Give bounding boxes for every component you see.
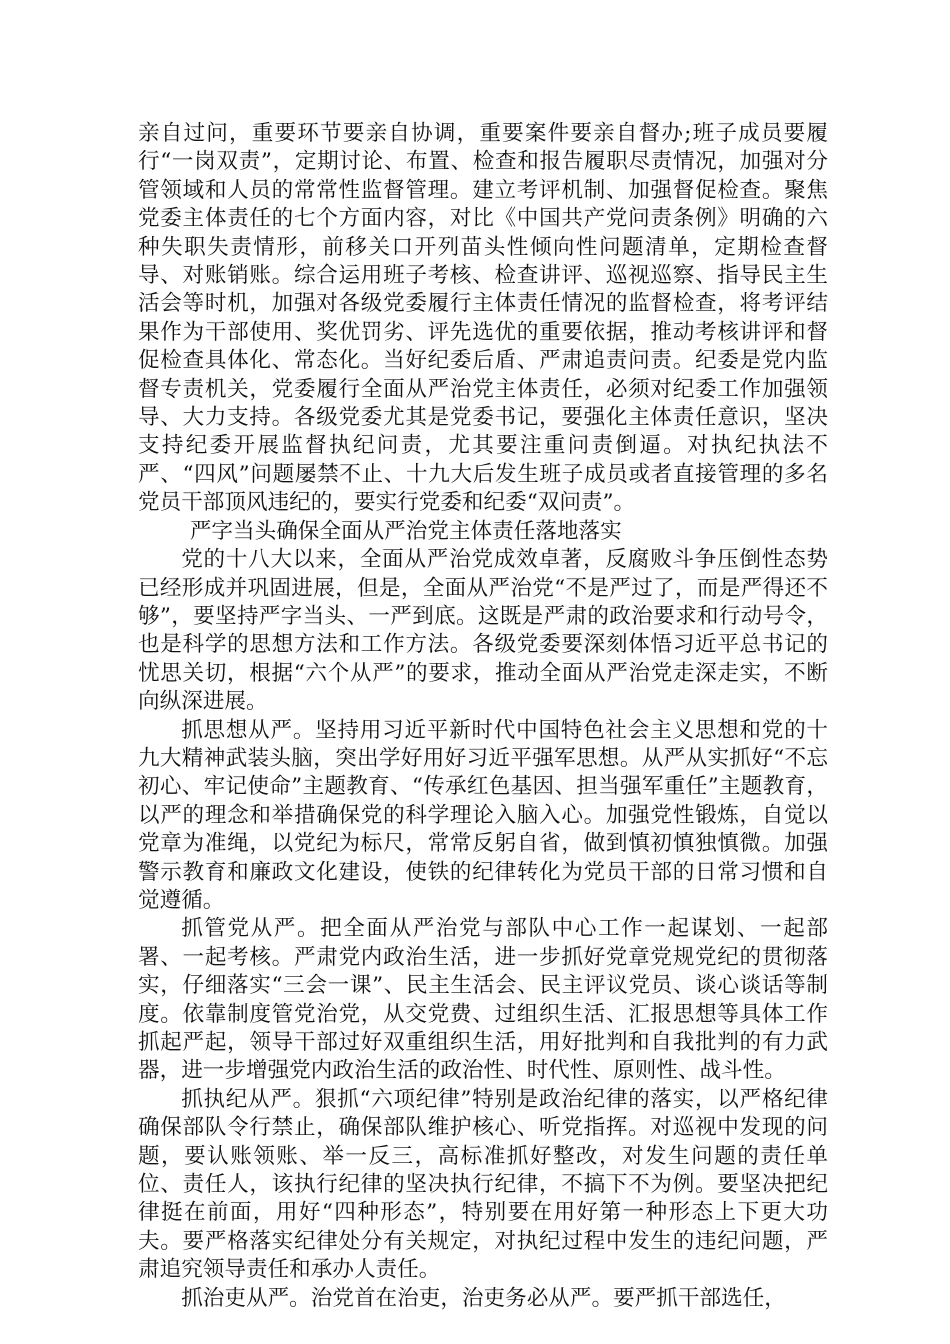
paragraph: 抓执纪从严。狠抓“六项纪律”特别是政治纪律的落实，以严格纪律确保部队令行禁止，确保部队维护核心、听党指挥。对巡视中发现的问题，要认账领账、举一反三，高标准抓好整改，对发生问题的责任单位、责任人，该执行纪律的坚决执行纪律，不搞下不为例。要坚决把纪律挺在前面，用好“四种形态”，特别要在用好第一种形态上下更大功夫。要严格落实纪律处分有关规定，对执纪过程中发生的违纪问题，严肃追究领导责任和承办人责任。 (138, 1086, 828, 1283)
paragraph: 党的十八大以来，全面从严治党成效卓著，反腐败斗争压倒性态势已经形成并巩固进展，但是，全面从严治党“不是严过了，而是严得还不够”，要坚持严字当头、一严到底。这既是严肃的政治要求和行动号令，也是科学的思想方法和工作方法。各级党委要深刻体悟习近平总书记的忧思关切，根据“六个从严”的要求，推动全面从严治党走深走实，不断向纵深进展。 (138, 547, 828, 715)
paragraph: 抓治吏从严。治党首在治吏，治吏务必从严。要严抓干部选任， (181, 1285, 786, 1311)
paragraph: 抓思想从严。坚持用习近平新时代中国特色社会主义思想和党的十九大精神武装头脑，突出学好用好习近平强军思想。从严从实抓好“不忘初心、牢记使命”主题教育、“传承红色基因、担当强军重任”主题教育，以严的理念和举措确保党的科学理论入脑入心。加强党性锻炼，自觉以党章为准绳，以党纪为标尺，常常反躬自省，做到慎初慎独慎微。加强警示教育和廉政文化建设，使铁的纪律转化为党员干部的日常习惯和自觉遵循。 (138, 717, 828, 913)
document-body (138, 120, 828, 1313)
paragraph-continuation: 亲自过问，重要环节要亲自协调，重要案件要亲自督办;班子成员要履行“一岗双责”，定期讨论、布置、检查和报告履职尽责情况，加强对分管领域和人员的常常性监督管理。建立考评机制、加强督促检查。聚焦党委主体责任的七个方面内容，对比《中国共产党问责条例》明确的六种失职失责情形，前移关口开列苗头性倾向性问题清单，定期检查督导、对账销账。综合运用班子考核、检查讲评、巡视巡察、指导民主生活会等时机，加强对各级党委履行主体责任情况的监督检查，将考评结果作为干部使用、奖优罚劣、评先选优的重要依据，推动考核讲评和督促检查具体化、常态化。当好纪委后盾、严肃追责问责。纪委是党内监督专责机关，党委履行全面从严治党主体责任，必须对纪委工作加强领导、大力支持。各级党委尤其是党委书记，要强化主体责任意识，坚决支持纪委开展监督执纪问责，尤其要注重问责倒逼。对执纪执法不严、“四风”问题屡禁不止、十九大后发生班子成员或者直接管理的多名党员干部顶风违纪的，要实行党委和纪委“双问责”。 (138, 121, 828, 516)
section-heading: 严字当头确保全面从严治党主体责任落地落实 (189, 518, 622, 544)
paragraph: 抓管党从严。把全面从严治党与部队中心工作一起谋划、一起部署、一起考核。严肃党内政治生活，进一步抓好党章党规党纪的贯彻落实，仔细落实“三会一课”、民主生活会、民主评议党员、谈心谈话等制度。依靠制度管党治党，从交党费、过组织生活、汇报思想等具体工作抓起严起，领导干部过好双重组织生活，用好批判和自我批判的有力武器，进一步增强党内政治生活的政治性、时代性、原则性、战斗性。 (138, 916, 828, 1084)
